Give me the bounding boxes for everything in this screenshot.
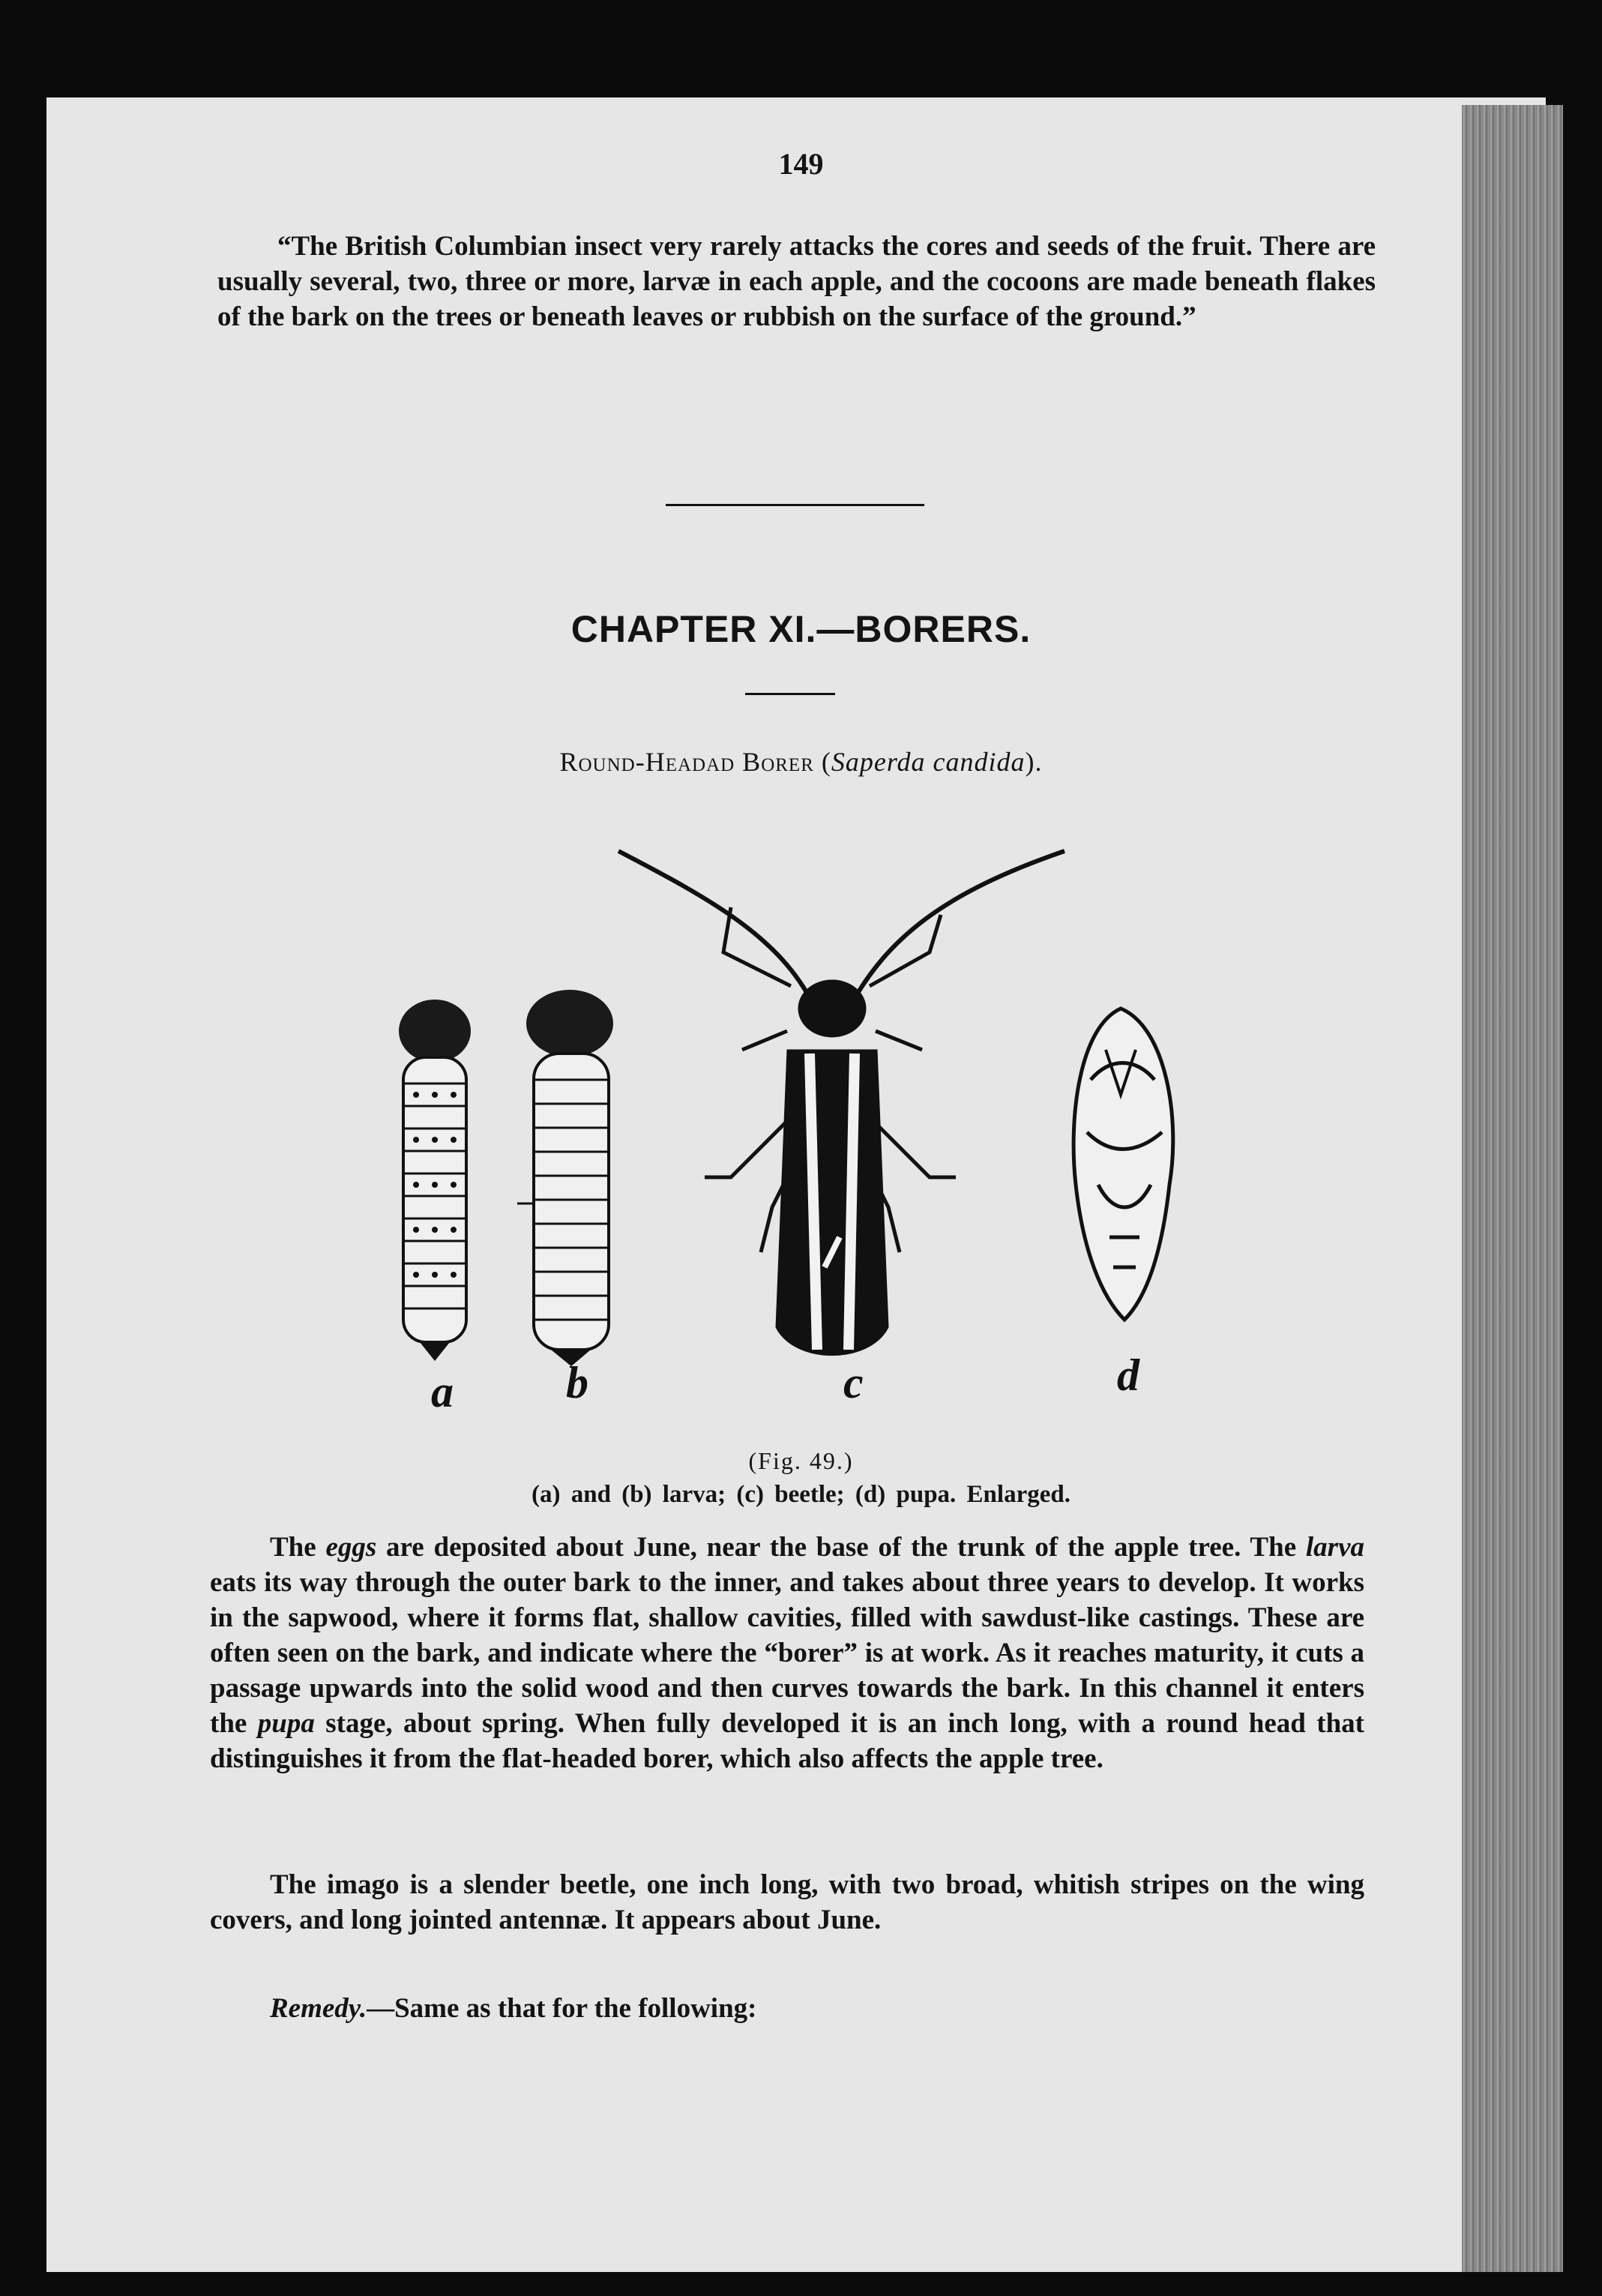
quote-paragraph: “The British Columbian insect very rarely attacks the cores and seeds of the fruit. There are usually several, two, three or more, larvæ in each apple, and the cocoons are made beneath flakes of the bark on the trees or beneath leaves or rubbish on the surface of the ground.” bbox=[217, 231, 1376, 332]
subtitle-open: ( bbox=[813, 747, 831, 777]
para1-pupa: pupa bbox=[257, 1708, 315, 1739]
figure-label-b: b bbox=[566, 1358, 588, 1407]
page-stack-edge bbox=[1462, 105, 1574, 2272]
remedy-label: Remedy. bbox=[270, 1993, 367, 2024]
pupa-d-drawing bbox=[1073, 1009, 1173, 1320]
para1-eggs: eggs bbox=[325, 1532, 377, 1563]
subtitle-close: ). bbox=[1025, 747, 1043, 777]
larva-a-drawing bbox=[399, 1000, 471, 1361]
para1-text-4: stage, about spring. When fully developed it is an inch long, with a round head that distinguishes it from the flat-headed borer, which also affects the apple tree. bbox=[210, 1708, 1365, 1774]
larva-b-drawing bbox=[517, 990, 613, 1366]
para1-text-3: eats its way through the outer bark to the inner, and takes about three years to develop. It works in the sapwood, where it forms flat, shallow cavities, filled with sawdust-like castings. These are often seen on the bark, and indicate where the “borer” is at work. As it reaches maturity, it cuts a passage upwards into the solid wood and then curves towards the bark. In this channel it enters the bbox=[210, 1567, 1364, 1739]
paragraph-imago: The imago is a slender beetle, one inch long, with two broad, whitish stripes on the wing covers, and long jointed antennæ. It appears about June. bbox=[210, 1869, 1364, 1935]
section-subtitle bbox=[0, 746, 1602, 778]
figure-49 bbox=[390, 832, 1184, 1417]
paragraph-remedy bbox=[210, 1991, 1364, 2026]
figure-label-a: a bbox=[431, 1367, 454, 1416]
figure-number: (Fig. 49.) bbox=[748, 1447, 854, 1474]
paragraph-eggs bbox=[210, 1530, 1364, 1776]
borer-illustration bbox=[390, 832, 1184, 1417]
title-rule bbox=[745, 693, 835, 695]
figure-label-d: d bbox=[1117, 1350, 1139, 1400]
para1-text-2: are deposited about June, near the base of the trunk of the apple tree. The bbox=[376, 1532, 1306, 1563]
book-cover-edge bbox=[1563, 105, 1602, 2272]
subtitle-name: Round-Headad Borer bbox=[559, 747, 814, 777]
figure-caption: (a) and (b) larva; (c) beetle; (d) pupa. Enlarged. bbox=[532, 1481, 1070, 1508]
chapter-title: CHAPTER XI.—BORERS. bbox=[570, 608, 1032, 650]
beetle-c-drawing bbox=[618, 851, 1065, 1356]
subtitle-latin: Saperda candida bbox=[831, 747, 1026, 777]
para1-larva: larva bbox=[1305, 1532, 1364, 1563]
para1-text-1: The bbox=[270, 1532, 326, 1563]
figure-label-c: c bbox=[843, 1358, 864, 1407]
page-number: 149 bbox=[778, 147, 824, 181]
remedy-text: —Same as that for the following: bbox=[367, 1993, 757, 2024]
section-rule bbox=[666, 504, 924, 506]
